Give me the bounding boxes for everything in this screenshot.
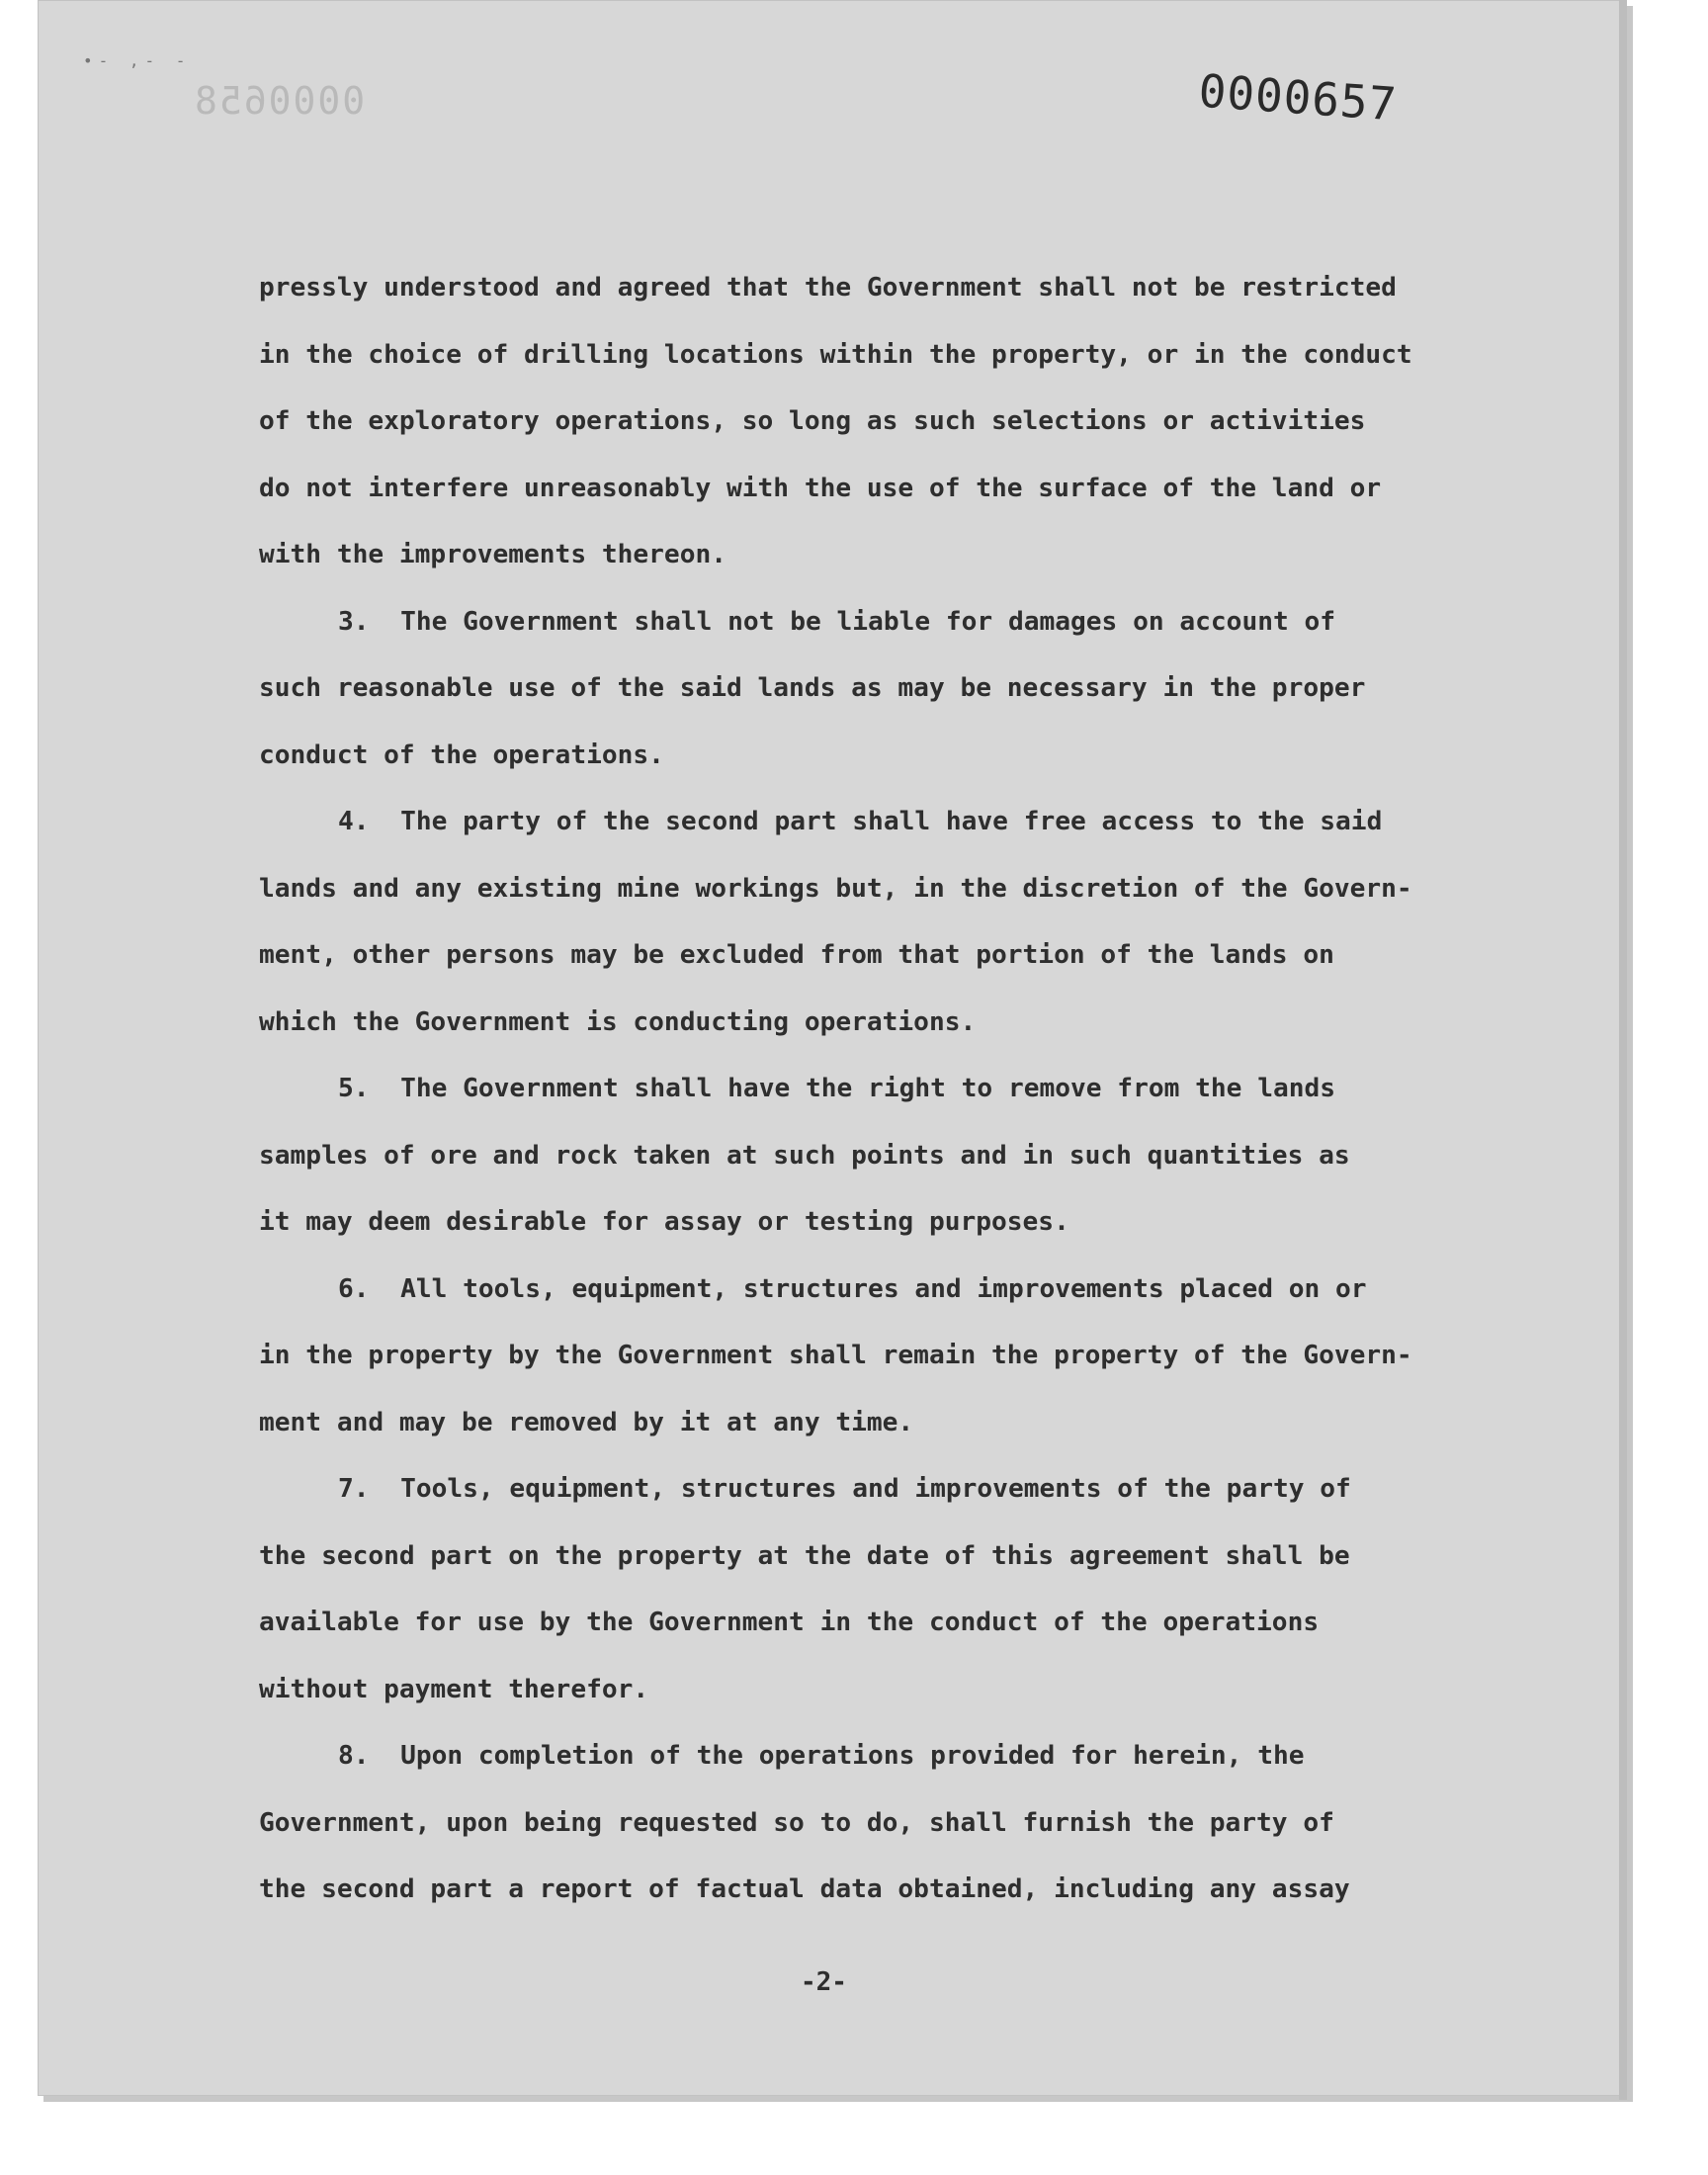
text-line: pressly understood and agreed that the Government shall not be restricted xyxy=(259,273,1397,303)
text-line: 8. Upon completion of the operations provided for herein, the xyxy=(338,1741,1305,1771)
text-line: which the Government is conducting operations. xyxy=(259,1006,977,1037)
text-line: the second part a report of factual data obtained, including any assay xyxy=(259,1874,1350,1904)
margin-marks: •- ,- - xyxy=(83,51,192,70)
text-line: 5. The Government shall have the right to remove from the lands xyxy=(338,1074,1336,1103)
bleed-through-number: 0000658 xyxy=(193,79,366,123)
text-line: lands and any existing mine workings but, in the discretion of the Govern- xyxy=(259,873,1412,904)
text-line: ment, other persons may be excluded from that portion of the lands on xyxy=(259,940,1334,970)
scan-edge xyxy=(1619,0,1627,2100)
text-line: of the exploratory operations, so long as such selections or activities xyxy=(259,406,1366,436)
text-line: without payment therefor. xyxy=(259,1674,649,1704)
text-line: it may deem desirable for assay or testing purposes. xyxy=(259,1207,1069,1237)
text-line: 4. The party of the second part shall have free access to the said xyxy=(338,807,1383,836)
text-line: do not interfere unreasonably with the use of the surface of the land or xyxy=(259,473,1382,503)
document-number-stamp: 0000657 xyxy=(1196,63,1400,131)
text-line: ment and may be removed by it at any time. xyxy=(259,1407,914,1437)
text-line: samples of ore and rock taken at such points and in such quantities as xyxy=(259,1140,1350,1171)
text-line: such reasonable use of the said lands as may be necessary in the proper xyxy=(259,673,1366,703)
text-line: with the improvements thereon. xyxy=(259,540,726,569)
text-line: 7. Tools, equipment, structures and improvements of the party of xyxy=(338,1474,1351,1504)
text-line: Government, upon being requested so to do, shall furnish the party of xyxy=(259,1807,1334,1838)
text-line: available for use by the Government in the conduct of the operations xyxy=(259,1608,1320,1637)
text-line: in the choice of drilling locations within the property, or in the conduct xyxy=(259,339,1412,370)
text-line: in the property by the Government shall remain the property of the Govern- xyxy=(259,1341,1412,1370)
text-line: conduct of the operations. xyxy=(259,740,664,770)
text-line: 3. The Government shall not be liable for damages on account of xyxy=(338,606,1336,637)
page-number: -2- xyxy=(801,1967,847,1997)
text-line: 6. All tools, equipment, structures and improvements placed on or xyxy=(338,1273,1367,1304)
text-line: the second part on the property at the date of this agreement shall be xyxy=(259,1540,1350,1571)
body-text xyxy=(259,255,1485,1924)
